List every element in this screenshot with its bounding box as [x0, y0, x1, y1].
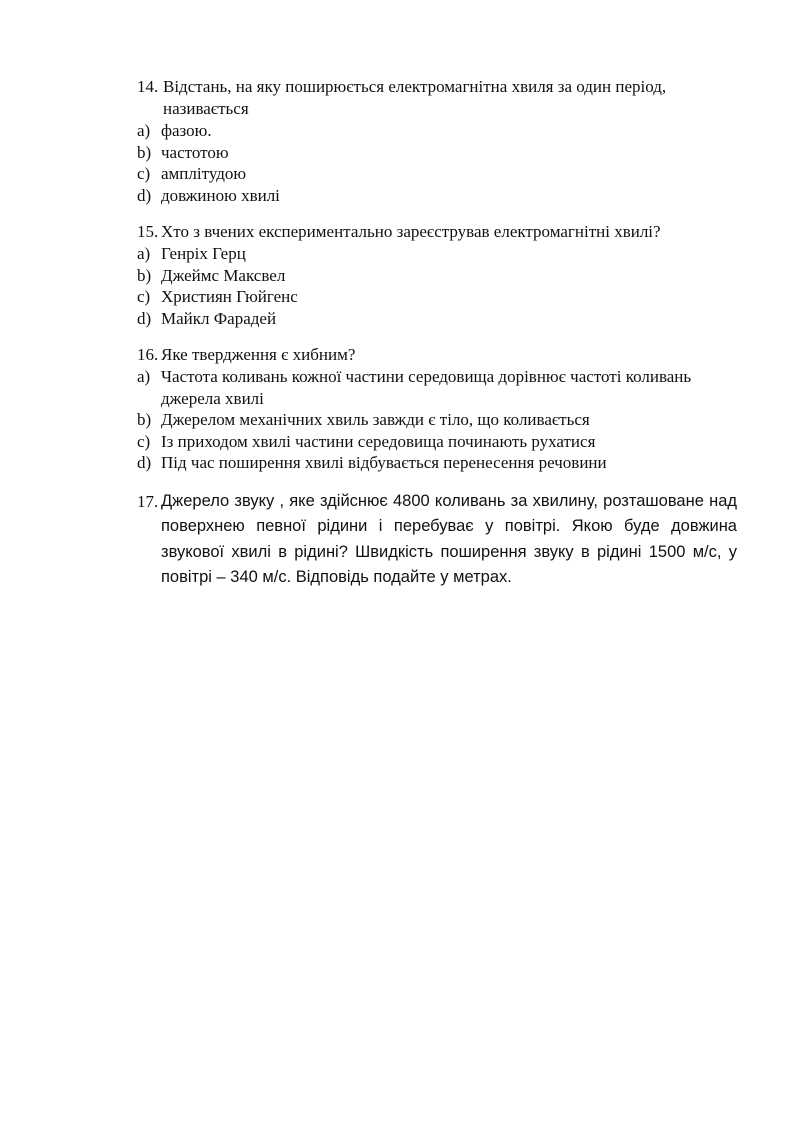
answer-option — [137, 366, 737, 409]
question-text: Хто з вчених експериментально зареєстрував електромагнітні хвилі? — [161, 222, 661, 241]
option-letter: c) — [137, 431, 151, 451]
answer-option — [137, 308, 737, 330]
question-14 — [137, 76, 737, 206]
question-list — [137, 76, 737, 591]
question-number: 14. — [137, 77, 159, 96]
question-17-stem — [137, 489, 737, 591]
option-text: Генріх Герц — [161, 244, 246, 263]
option-letter: c) — [137, 164, 151, 183]
answer-option — [137, 431, 737, 453]
answer-option — [137, 265, 737, 287]
question-text: Джерело звуку , яке здійснює 4800 коливань за хвилину, розташоване над поверхнею певної рідини і перебуває у повітрі. Якою буде довжина звукової хвилі в рідині? Швидкість поширення звуку в рідині 1500 м/с, у повітрі – 340 м/с. Відповідь подайте у метрах. — [161, 491, 737, 586]
answer-option — [137, 185, 737, 207]
question-text: Відстань, на яку поширюється електромагнітна хвиля за один період, називається — [163, 77, 667, 118]
option-letter: d) — [137, 308, 152, 328]
option-text: Джеймс Максвел — [161, 265, 286, 285]
option-letter: c) — [137, 287, 151, 306]
answer-option — [137, 120, 737, 142]
option-text: Християн Гюйгенс — [161, 287, 298, 306]
question-number: 17. — [137, 491, 159, 511]
question-16 — [137, 344, 737, 474]
option-text: Джерелом механічних хвиль завжди є тіло, що коливається — [161, 410, 590, 429]
answer-option — [137, 452, 737, 474]
option-letter: a) — [137, 121, 151, 140]
option-text: Частота коливань кожної частини середовища дорівнює частоті коливань джерела хвилі — [161, 367, 692, 408]
answer-option — [137, 286, 737, 308]
answer-option — [137, 163, 737, 185]
answer-option — [137, 243, 737, 265]
question-16-stem — [137, 344, 737, 366]
option-letter: b) — [137, 265, 152, 285]
option-text: Майкл Фарадей — [161, 308, 277, 328]
question-number: 15. — [137, 222, 159, 241]
option-text: довжиною хвилі — [161, 185, 280, 205]
option-text: амплітудою — [161, 164, 247, 183]
question-15-stem — [137, 221, 737, 243]
option-letter: a) — [137, 244, 151, 263]
question-17 — [137, 489, 737, 591]
option-text: Із приходом хвилі частини середовища починають рухатися — [161, 431, 596, 451]
option-text: Під час поширення хвилі відбувається перенесення речовини — [161, 453, 607, 472]
question-number: 16. — [137, 345, 159, 364]
option-text: частотою — [161, 142, 229, 162]
option-letter: d) — [137, 185, 152, 205]
option-letter: b) — [137, 142, 152, 162]
option-letter: d) — [137, 453, 152, 472]
question-15 — [137, 221, 737, 329]
option-text: фазою. — [161, 121, 212, 140]
question-14-stem — [137, 76, 737, 120]
question-text: Яке твердження є хибним? — [161, 345, 356, 364]
answer-option — [137, 142, 737, 164]
option-letter: a) — [137, 367, 151, 386]
answer-option — [137, 409, 737, 431]
option-letter: b) — [137, 410, 152, 429]
